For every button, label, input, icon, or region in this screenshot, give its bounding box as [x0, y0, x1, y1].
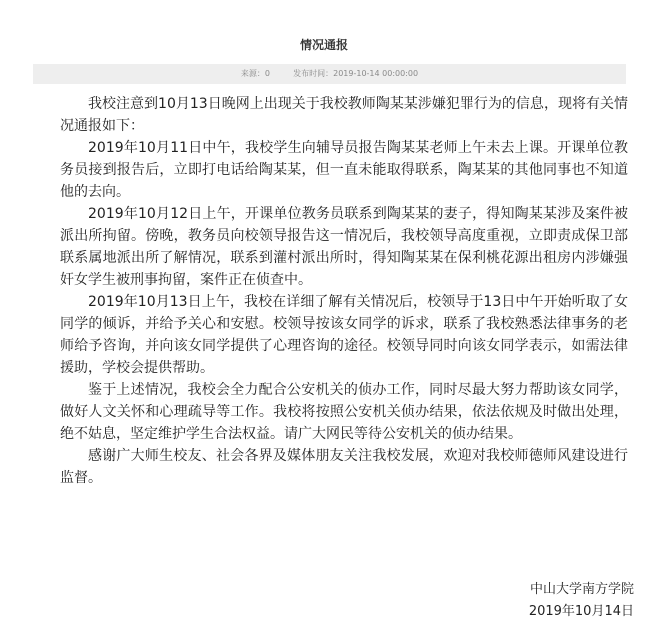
source-label: 来源：0 [240, 69, 271, 78]
publish-time-label: 发布时间：2019-10-14 00:00:00 [293, 69, 419, 78]
paragraph-intro: 我校注意到10月13日晚网上出现关于我校教师陶某某涉嫌犯罪行为的信息，现将有关情况通报如下： [60, 96, 628, 134]
signature-block [529, 579, 634, 623]
article-body [60, 93, 628, 489]
paragraph-oct-11: 2019年10月11日中午，我校学生向辅导员报告陶某某老师上午未去上课。开课单位教务员接到报告后，立即打电话给陶某某，但一直未能取得联系，陶某某的其他同事也不知道他的去向。 [60, 140, 628, 200]
paragraph-response: 鉴于上述情况，我校会全力配合公安机关的侦办工作，同时尽最大努力帮助该女同学，做好人文关怀和心理疏导等工作。我校将按照公安机关侦办结果，依法依规及时做出处理，绝不姑息，坚定维护学生合法权益。请广大网民等待公安机关的侦办结果。 [60, 382, 628, 442]
article-meta-bar [33, 64, 626, 84]
paragraph-oct-12: 2019年10月12日上午，开课单位教务员联系到陶某某的妻子，得知陶某某涉及案件被派出所拘留。傍晚，教务员向校领导报告这一情况后，我校领导高度重视，立即责成保卫部联系属地派出所了解情况，联系到灌村派出所时，得知陶某某在保利桃花源出租房内涉嫌强奸女学生被刑事拘留，案件正在侦查中。 [60, 206, 628, 288]
signature-org: 中山大学南方学院 [529, 582, 634, 597]
signature-date: 2019年10月14日 [528, 604, 634, 619]
paragraph-thanks: 感谢广大师生校友、社会各界及媒体朋友关注我校发展，欢迎对我校师德师风建设进行监督。 [60, 448, 628, 486]
page-title: 情况通报 [299, 38, 348, 52]
paragraph-oct-13: 2019年10月13日上午，我校在详细了解有关情况后，校领导于13日中午开始听取了女同学的倾诉，并给予关心和安慰。校领导按该女同学的诉求，联系了我校熟悉法律事务的老师给予咨询，并向该女同学提供了心理咨询的途径。校领导同时向该女同学表示，如需法律援助，学校会提供帮助。 [60, 294, 628, 376]
